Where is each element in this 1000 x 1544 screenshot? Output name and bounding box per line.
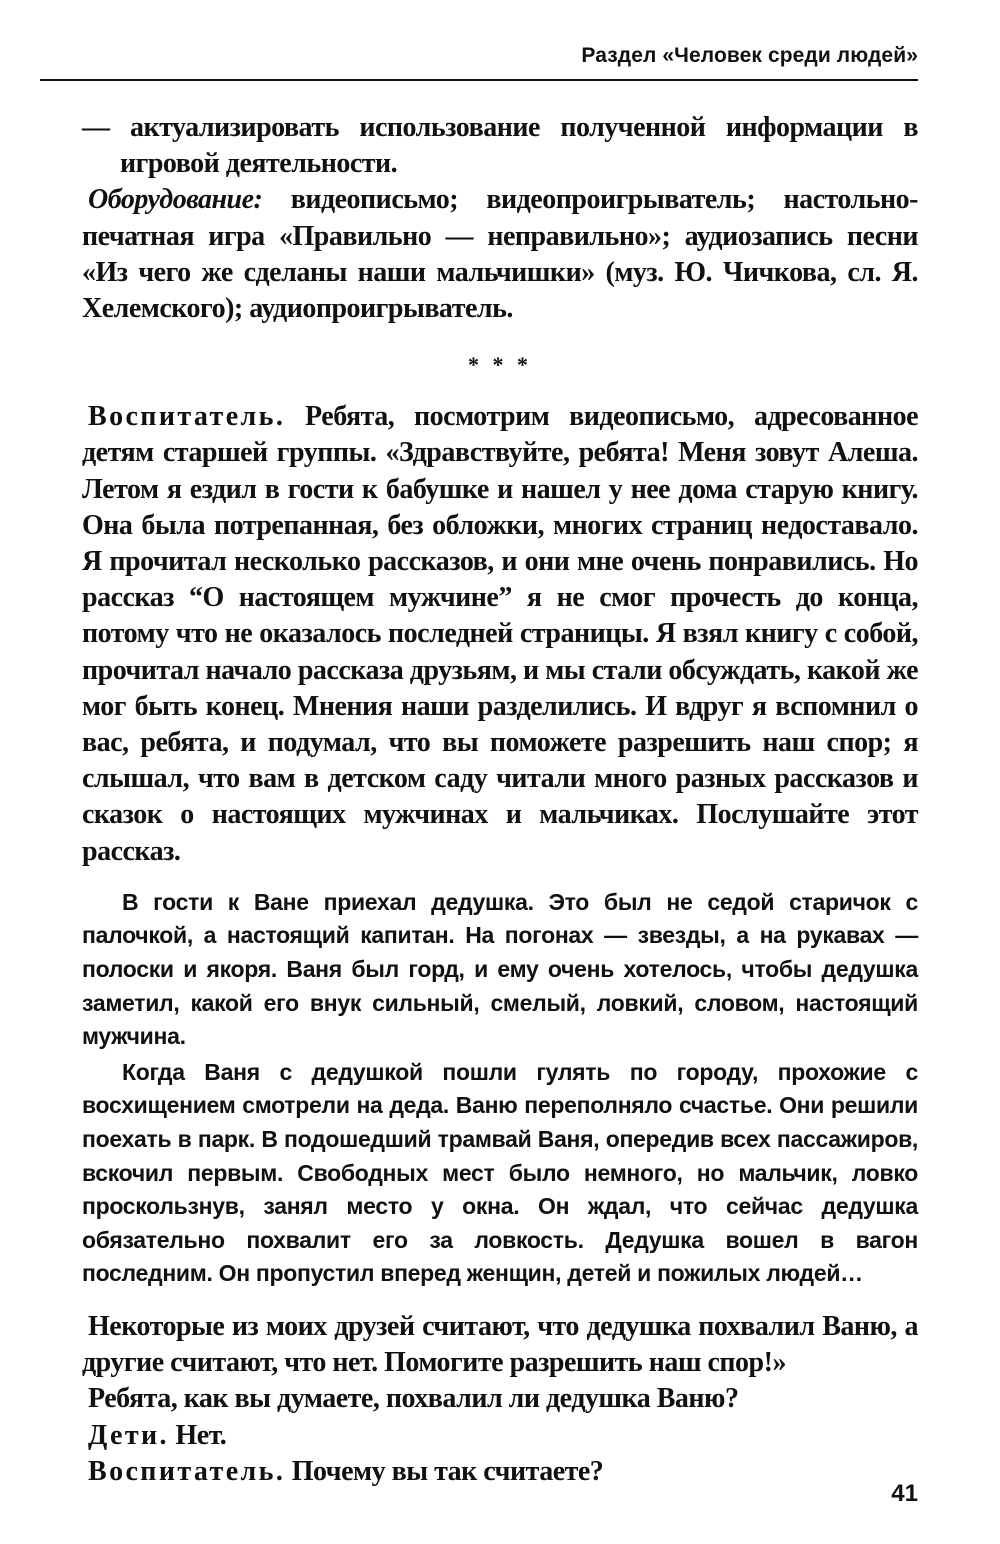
teacher-reply-line	[82, 1454, 918, 1490]
story-paragraph-2: Когда Ваня с дедушкой пошли гулять по городу, прохожие с восхищением смотрели на деда. Ваню переполняло счастье. Они решили поехать в парк. В подошедший трамвай Ваня, опередив всех пассажиров, вскочил первым. Свободных мест было немного, но мальчик, ловко проскользнув, занял место у окна. Он ждал, что сейчас дедушка обязательно похвалит его за ловкость. Дедушка вошел в вагон последним. Он пропустил вперед женщин, детей и пожилых людей…	[82, 1058, 918, 1287]
header-rule	[40, 79, 918, 81]
running-head: Раздел «Человек среди людей»	[581, 44, 918, 67]
teacher-question: Ребята, как вы думаете, похвалил ли дедушка Ваню?	[88, 1383, 739, 1415]
equipment-text: видеописьмо; видеопроигрыватель; настольно-печатная игра «Правильно — неправильно»; аудиозапись песни «Из чего же сделаны наши мальчишки» (муз. Ю. Чичкова, сл. Я. Хелемского); аудиопроигрыватель.	[82, 184, 918, 325]
equipment-label: Оборудование:	[88, 184, 263, 216]
story-excerpt	[82, 886, 918, 1291]
teacher-speech-text: Ребята, посмотрим видеописьмо, адресованное детям старшей группы. «Здравствуйте, ребята! Меня зовут Алеша. Летом я ездил в гости к бабушке и нашел у нее дома старую книгу. Она была потрепанная, без обложки, многих страниц недоставало. Я прочитал несколько рассказов, и они мне очень понравились. Но рассказ “О настоящем мужчине” я не смог прочесть до конца, потому что не оказалось последней страницы. Я взял книгу с собой, прочитал начало рассказа друзьям, и мы стали обсуждать, какой же мог быть конец. Мнения наши разделились. И вдруг я вспомнил о вас, ребята, и подумал, что вы поможете разрешить наш спор; я слышал, что вам в детском саду читали много разных рассказов и сказок о настоящих мужчинах и мальчиках. Послушайте этот рассказ.	[82, 401, 918, 867]
equipment-paragraph	[82, 182, 918, 327]
goal-bullet: — актуализировать использование полученной информации в игровой деятельности.	[82, 112, 918, 180]
speaker-teacher: Воспитатель.	[88, 401, 286, 433]
page-content	[82, 110, 918, 1490]
speaker-teacher-2: Воспитатель.	[88, 1455, 286, 1487]
story-paragraph-1: В гости к Ване приехал дедушка. Это был не седой старичок с палочкой, а настоящий капитан. На погонах — звезды, а на рукавах — полоски и якоря. Ваня был горд, и ему очень хотелось, чтобы дедушка заметил, какой его внук сильный, смелый, ловкий, словом, настоящий мужчина.	[82, 888, 918, 1050]
children-reply-line	[82, 1418, 918, 1454]
section-separator: * * *	[468, 352, 532, 378]
teacher-reply: Почему вы так считаете?	[285, 1455, 604, 1487]
page-number: 41	[891, 1480, 918, 1507]
children-reply: Нет.	[168, 1419, 227, 1451]
speaker-children: Дети.	[88, 1419, 169, 1451]
teacher-speech	[82, 399, 918, 870]
letter-closing: Некоторые из моих друзей считают, что дедушка похвалил Ваню, а другие считают, что нет. Помогите разрешить наш спор!»	[82, 1310, 918, 1379]
